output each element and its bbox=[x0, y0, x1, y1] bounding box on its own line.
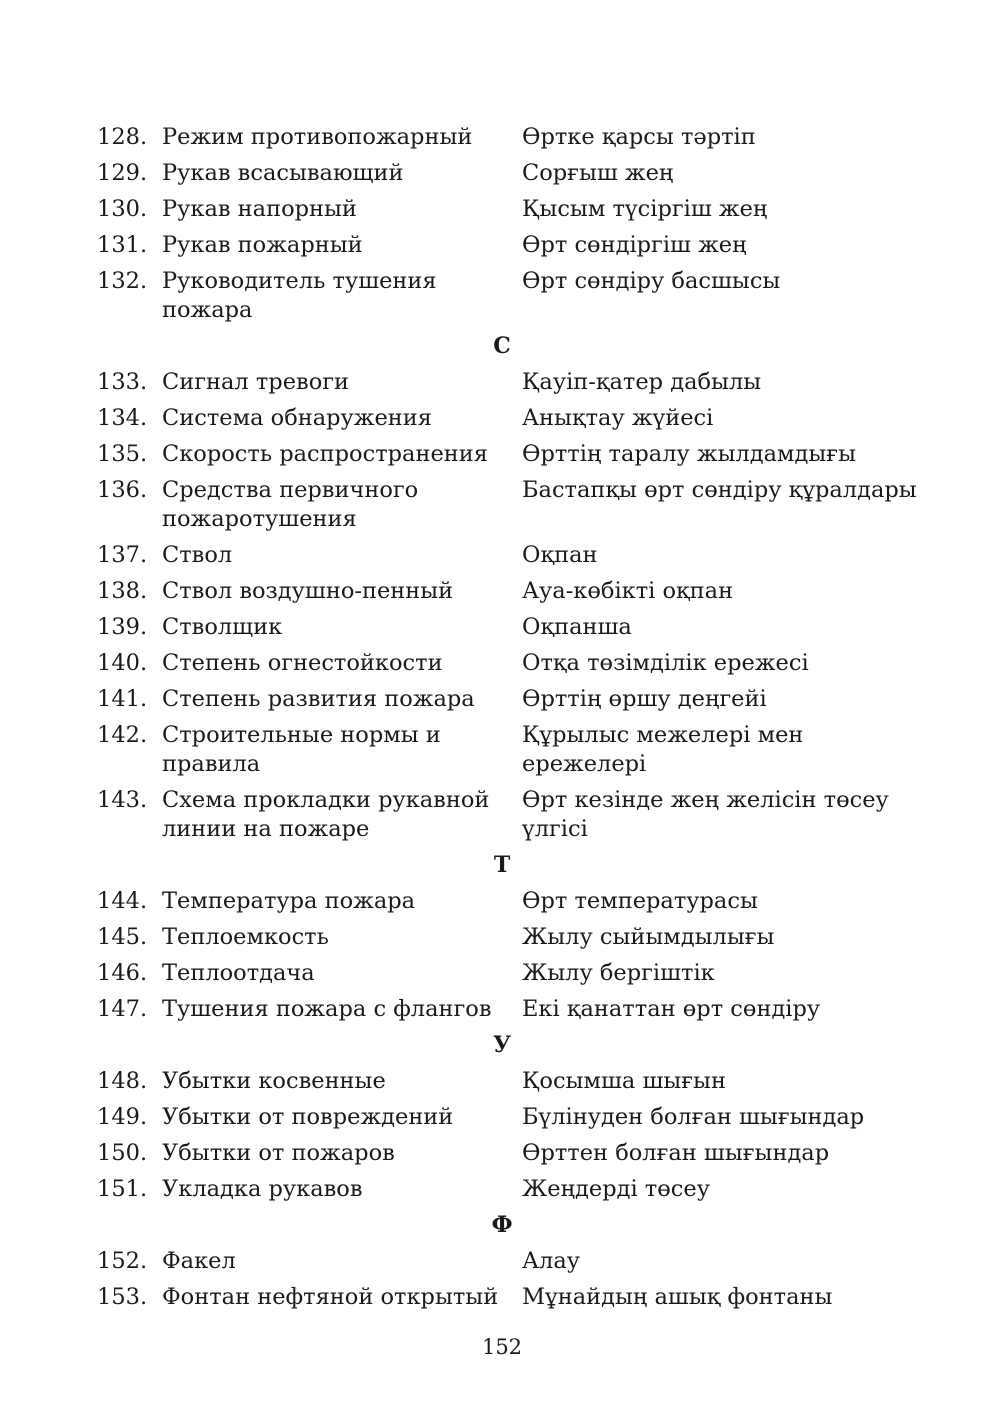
entry-number: 131. bbox=[97, 232, 148, 258]
glossary-entry bbox=[97, 228, 917, 264]
entry-number: 137. bbox=[97, 542, 148, 568]
entry-number: 150. bbox=[97, 1140, 148, 1166]
section-letter-heading: С bbox=[493, 333, 511, 359]
kazakh-term: Жылу сыйымдылығы bbox=[522, 924, 775, 950]
glossary-entry bbox=[97, 992, 917, 1028]
russian-term: Ствол воздушно-пенный bbox=[162, 578, 454, 604]
glossary-entry bbox=[97, 884, 917, 920]
russian-term: Убытки косвенные bbox=[162, 1068, 386, 1094]
entry-number: 136. bbox=[97, 477, 148, 503]
entry-number: 135. bbox=[97, 441, 148, 467]
kazakh-term: Отқа төзімділік ережесі bbox=[522, 650, 809, 676]
russian-term: Ствол bbox=[162, 542, 233, 568]
russian-term: Теплоемкость bbox=[162, 924, 329, 950]
russian-term: Скорость распространения bbox=[162, 441, 488, 467]
russian-term: Теплоотдача bbox=[162, 960, 315, 986]
entry-number: 145. bbox=[97, 924, 148, 950]
kazakh-term: Өртке қарсы тәртіп bbox=[522, 124, 756, 150]
section-letter-heading: Т bbox=[493, 852, 511, 878]
kazakh-term: Оқпанша bbox=[522, 614, 632, 640]
russian-term: Рукав всасывающий bbox=[162, 160, 404, 186]
entry-number: 148. bbox=[97, 1068, 148, 1094]
entry-number: 141. bbox=[97, 686, 148, 712]
entry-number: 152. bbox=[97, 1248, 148, 1274]
kazakh-term: Оқпан bbox=[522, 542, 598, 568]
glossary-entry bbox=[97, 264, 917, 329]
kazakh-term: Жылу бергіштік bbox=[522, 960, 715, 986]
glossary-entry bbox=[97, 920, 917, 956]
kazakh-term: Бүлінуден болған шығындар bbox=[522, 1104, 865, 1130]
glossary-entry bbox=[97, 574, 917, 610]
kazakh-term: Өрттің өршу деңгейі bbox=[522, 686, 767, 712]
glossary-list bbox=[97, 120, 917, 1316]
russian-term: Рукав пожарный bbox=[162, 232, 363, 258]
russian-term: Схема прокладки рукавной линии на пожаре bbox=[162, 787, 490, 842]
kazakh-term: Қосымша шығын bbox=[522, 1068, 726, 1094]
entry-number: 133. bbox=[97, 369, 148, 395]
glossary-entry bbox=[97, 156, 917, 192]
russian-term: Степень огнестойкости bbox=[162, 650, 443, 676]
glossary-entry bbox=[97, 538, 917, 574]
entry-number: 146. bbox=[97, 960, 148, 986]
kazakh-term: Өрт сөндіру басшысы bbox=[522, 268, 781, 294]
entry-number: 142. bbox=[97, 722, 148, 748]
kazakh-term: Жеңдерді төсеу bbox=[522, 1176, 710, 1202]
kazakh-term: Мұнайдың ашық фонтаны bbox=[522, 1284, 833, 1310]
entry-number: 128. bbox=[97, 124, 148, 150]
kazakh-term: Құрылыс межелері мен ережелері bbox=[522, 722, 804, 777]
russian-term: Сигнал тревоги bbox=[162, 369, 350, 395]
kazakh-term: Сорғыш жең bbox=[522, 160, 674, 186]
glossary-entry bbox=[97, 646, 917, 682]
glossary-entry bbox=[97, 473, 917, 538]
glossary-entry bbox=[97, 192, 917, 228]
entry-number: 153. bbox=[97, 1284, 148, 1310]
glossary-entry bbox=[97, 718, 917, 783]
kazakh-term: Өрт сөндіргіш жең bbox=[522, 232, 747, 258]
page-number: 152 bbox=[481, 1335, 523, 1359]
section-letter-heading: У bbox=[493, 1032, 511, 1058]
glossary-entry bbox=[97, 682, 917, 718]
glossary-entry bbox=[97, 1100, 917, 1136]
glossary-entry bbox=[97, 1280, 917, 1316]
glossary-entry bbox=[97, 1244, 917, 1280]
kazakh-term: Анықтау жүйесі bbox=[522, 405, 714, 431]
glossary-entry bbox=[97, 1136, 917, 1172]
russian-term: Тушения пожара с флангов bbox=[162, 996, 492, 1022]
entry-number: 143. bbox=[97, 787, 148, 813]
russian-term: Убытки от повреждений bbox=[162, 1104, 454, 1130]
entry-number: 151. bbox=[97, 1176, 148, 1202]
entry-number: 132. bbox=[97, 268, 148, 294]
glossary-entry bbox=[97, 120, 917, 156]
glossary-entry bbox=[97, 956, 917, 992]
glossary-entry bbox=[97, 1172, 917, 1208]
russian-term: Строительные нормы и правила bbox=[162, 722, 441, 777]
kazakh-term: Өрттен болған шығындар bbox=[522, 1140, 830, 1166]
entry-number: 149. bbox=[97, 1104, 148, 1130]
russian-term: Степень развития пожара bbox=[162, 686, 475, 712]
russian-term: Режим противопожарный bbox=[162, 124, 473, 150]
kazakh-term: Екі қанаттан өрт сөндіру bbox=[522, 996, 821, 1022]
glossary-entry bbox=[97, 401, 917, 437]
glossary-entry bbox=[97, 437, 917, 473]
kazakh-term: Қысым түсіргіш жең bbox=[522, 196, 768, 222]
kazakh-term: Алау bbox=[522, 1248, 580, 1274]
russian-term: Убытки от пожаров bbox=[162, 1140, 395, 1166]
kazakh-term: Өрттің таралу жылдамдығы bbox=[522, 441, 856, 467]
entry-number: 147. bbox=[97, 996, 148, 1022]
glossary-entry bbox=[97, 783, 917, 848]
section-letter-heading: Ф bbox=[491, 1212, 513, 1238]
kazakh-term: Қауіп-қатер дабылы bbox=[522, 369, 762, 395]
entry-number: 130. bbox=[97, 196, 148, 222]
glossary-entry bbox=[97, 1064, 917, 1100]
russian-term: Температура пожара bbox=[162, 888, 416, 914]
russian-term: Руководитель тушения пожара bbox=[162, 268, 437, 323]
russian-term: Стволщик bbox=[162, 614, 283, 640]
entry-number: 139. bbox=[97, 614, 148, 640]
russian-term: Фонтан нефтяной открытый bbox=[162, 1284, 499, 1310]
kazakh-term: Бастапқы өрт сөндіру құралдары bbox=[522, 477, 917, 503]
kazakh-term: Өрт кезінде жең желісін төсеу үлгісі bbox=[522, 787, 889, 842]
russian-term: Рукав напорный bbox=[162, 196, 357, 222]
kazakh-term: Өрт температурасы bbox=[522, 888, 758, 914]
entry-number: 129. bbox=[97, 160, 148, 186]
entry-number: 134. bbox=[97, 405, 148, 431]
russian-term: Система обнаружения bbox=[162, 405, 432, 431]
kazakh-term: Ауа-көбікті оқпан bbox=[522, 578, 734, 604]
entry-number: 138. bbox=[97, 578, 148, 604]
entry-number: 144. bbox=[97, 888, 148, 914]
entry-number: 140. bbox=[97, 650, 148, 676]
glossary-entry bbox=[97, 365, 917, 401]
russian-term: Укладка рукавов bbox=[162, 1176, 363, 1202]
glossary-entry bbox=[97, 610, 917, 646]
russian-term: Факел bbox=[162, 1248, 236, 1274]
russian-term: Средства первичного пожаротушения bbox=[162, 477, 419, 532]
